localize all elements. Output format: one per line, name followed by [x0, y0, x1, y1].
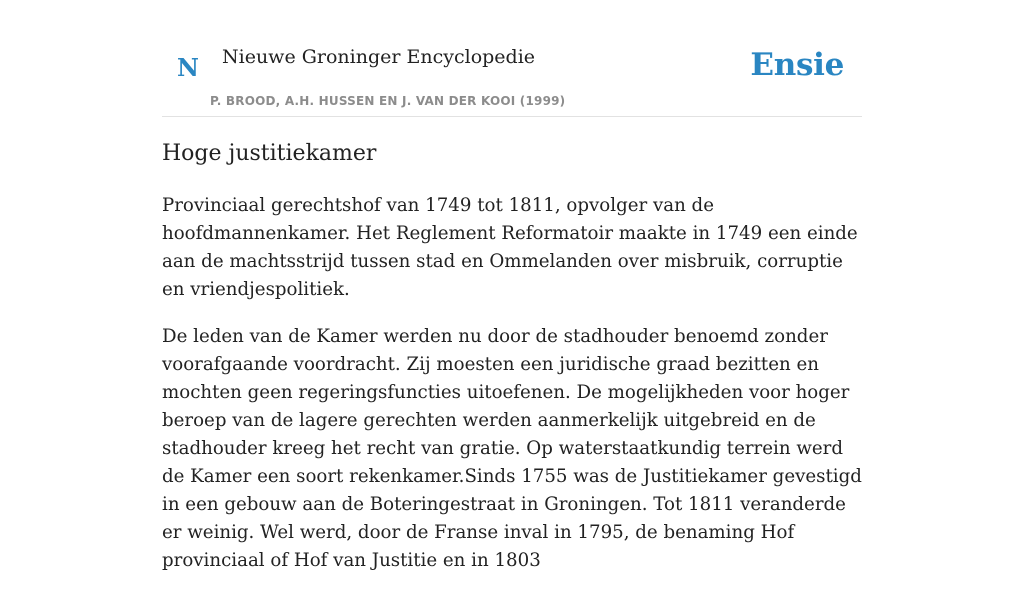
ensie-logo-link[interactable]: Ensie	[750, 47, 844, 83]
book-title-link[interactable]: Nieuwe Groninger Encyclopedie	[222, 46, 536, 68]
book-header	[162, 0, 862, 117]
article	[162, 139, 862, 594]
article-title: Hoge justitiekamer	[162, 141, 377, 166]
book-authors: P. BROOD, A.H. HUSSEN EN J. VAN DER KOOI (1999)	[210, 94, 566, 108]
book-letter-icon[interactable]: N	[177, 53, 199, 82]
article-paragraph: Provinciaal gerechtshof van 1749 tot 1811, opvolger van de hoofdmannenkamer. Het Reglement Reformatoir maakte in 1749 een einde aan de machtsstrijd tussen stad en Ommelanden over misbruik, corruptie en vriendjespolitiek.	[162, 195, 858, 300]
article-paragraph: De leden van de Kamer werden nu door de stadhouder benoemd zonder voorafgaande voordracht. Zij moesten een juridische graad bezitten en mochten geen regeringsfuncties uitoefenen. De mogelijkheden voor hoger beroep van de lagere gerechten werden aanmerkelijk uitgebreid en de stadhouder kreeg het recht van gratie. Op waterstaatkundig terrein werd de Kamer een soort rekenkamer.Sinds 1755 was de Justitiekamer gevestigd in een gebouw aan de Boteringestraat in Groningen. Tot 1811 veranderde er weinig. Wel werd, door de Franse inval in 1795, de benaming Hof provinciaal of Hof van Justitie en in 1803	[162, 326, 862, 571]
